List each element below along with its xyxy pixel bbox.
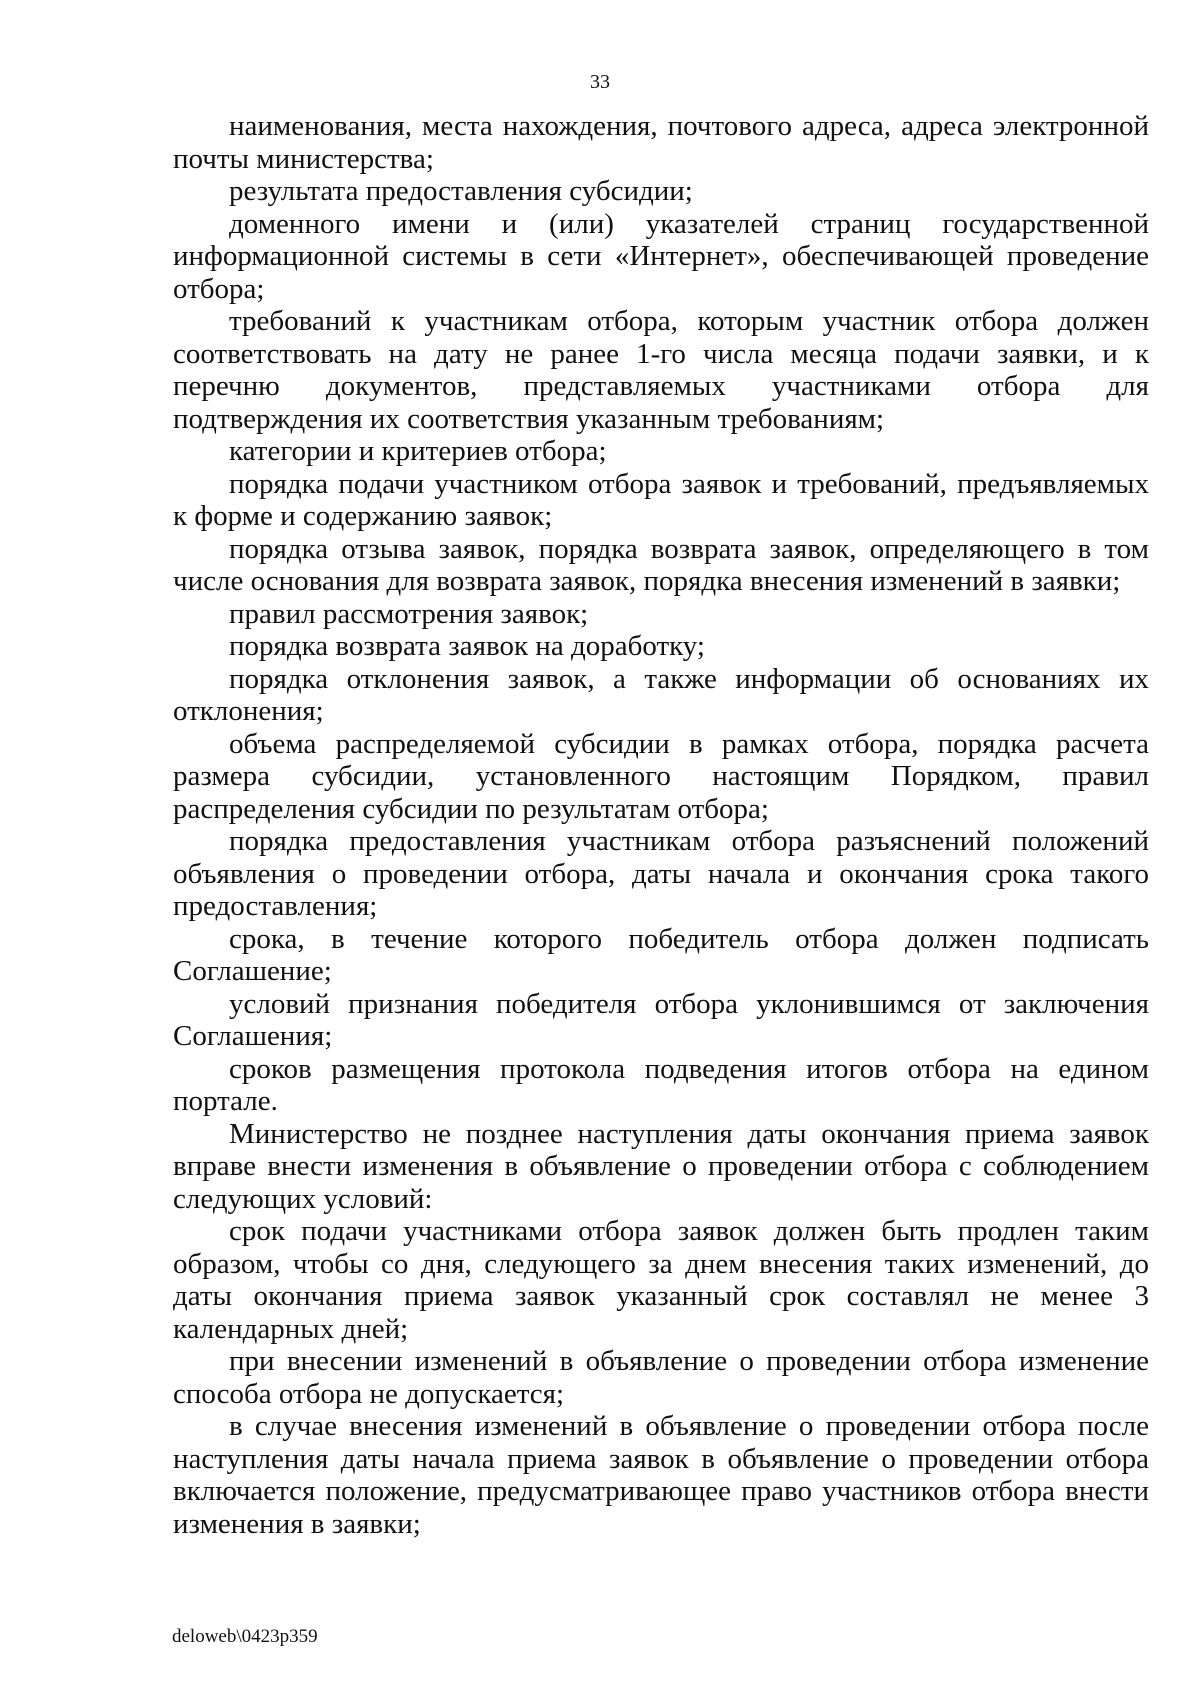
paragraph: объема распределяемой субсидии в рамках отбора, порядка расчета размера субсидии, установленного настоящим Порядком, правил распределения субсидии по результатам отбора; <box>173 727 1149 825</box>
paragraph: при внесении изменений в объявление о проведении отбора изменение способа отбора не допускается; <box>173 1345 1149 1410</box>
paragraph: сроков размещения протокола подведения итогов отбора на едином портале. <box>173 1052 1149 1117</box>
paragraph: порядка отзыва заявок, порядка возврата заявок, определяющего в том числе основания для возврата заявок, порядка внесения изменений в заявки; <box>173 532 1149 597</box>
paragraph: требований к участникам отбора, которым участник отбора должен соответствовать на дату не ранее 1-го числа месяца подачи заявки, и к перечню документов, представляемых участниками отбора для подтверждения их соответствия указанным требованиям; <box>173 305 1149 435</box>
paragraph: категории и критериев отбора; <box>229 435 607 467</box>
paragraph: срок подачи участниками отбора заявок должен быть продлен таким образом, чтобы со дня, следующего за днем внесения таких изменений, до даты окончания приема заявок указанный срок составлял не менее 3 календарных дней; <box>173 1215 1149 1345</box>
paragraph: доменного имени и (или) указателей страниц государственной информационной системы в сети «Интернет», обеспечивающей проведение отбора; <box>173 207 1149 305</box>
paragraph: результата предоставления субсидии; <box>229 175 693 207</box>
paragraph: правил рассмотрения заявок; <box>229 597 589 630</box>
paragraph: условий признания победителя отбора уклонившимся от заключения Соглашения; <box>173 987 1149 1052</box>
document-code: deloweb\0423p359 <box>172 1626 318 1647</box>
paragraph: наименования, места нахождения, почтового адреса, адреса электронной почты министерства; <box>173 110 1149 175</box>
paragraph: срока, в течение которого победитель отбора должен подписать Соглашение; <box>173 922 1149 987</box>
document-body <box>173 110 1149 1540</box>
paragraph: Министерство не позднее наступления даты окончания приема заявок вправе внести изменения в объявление о проведении отбора с соблюдением следующих условий: <box>173 1117 1149 1215</box>
page-number: 33 <box>590 71 610 93</box>
paragraph: порядка подачи участником отбора заявок и требований, предъявляемых к форме и содержанию заявок; <box>173 467 1149 532</box>
paragraph: в случае внесения изменений в объявление о проведении отбора после наступления даты начала приема заявок в объявление о проведении отбора включается положение, предусматривающее право участников отбора внести изменения в заявки; <box>173 1410 1149 1540</box>
paragraph: порядка возврата заявок на доработку; <box>229 630 705 662</box>
paragraph: порядка отклонения заявок, а также информации об основаниях их отклонения; <box>173 662 1149 727</box>
paragraph: порядка предоставления участникам отбора разъяснений положений объявления о проведении отбора, даты начала и окончания срока такого предоставления; <box>173 825 1149 922</box>
